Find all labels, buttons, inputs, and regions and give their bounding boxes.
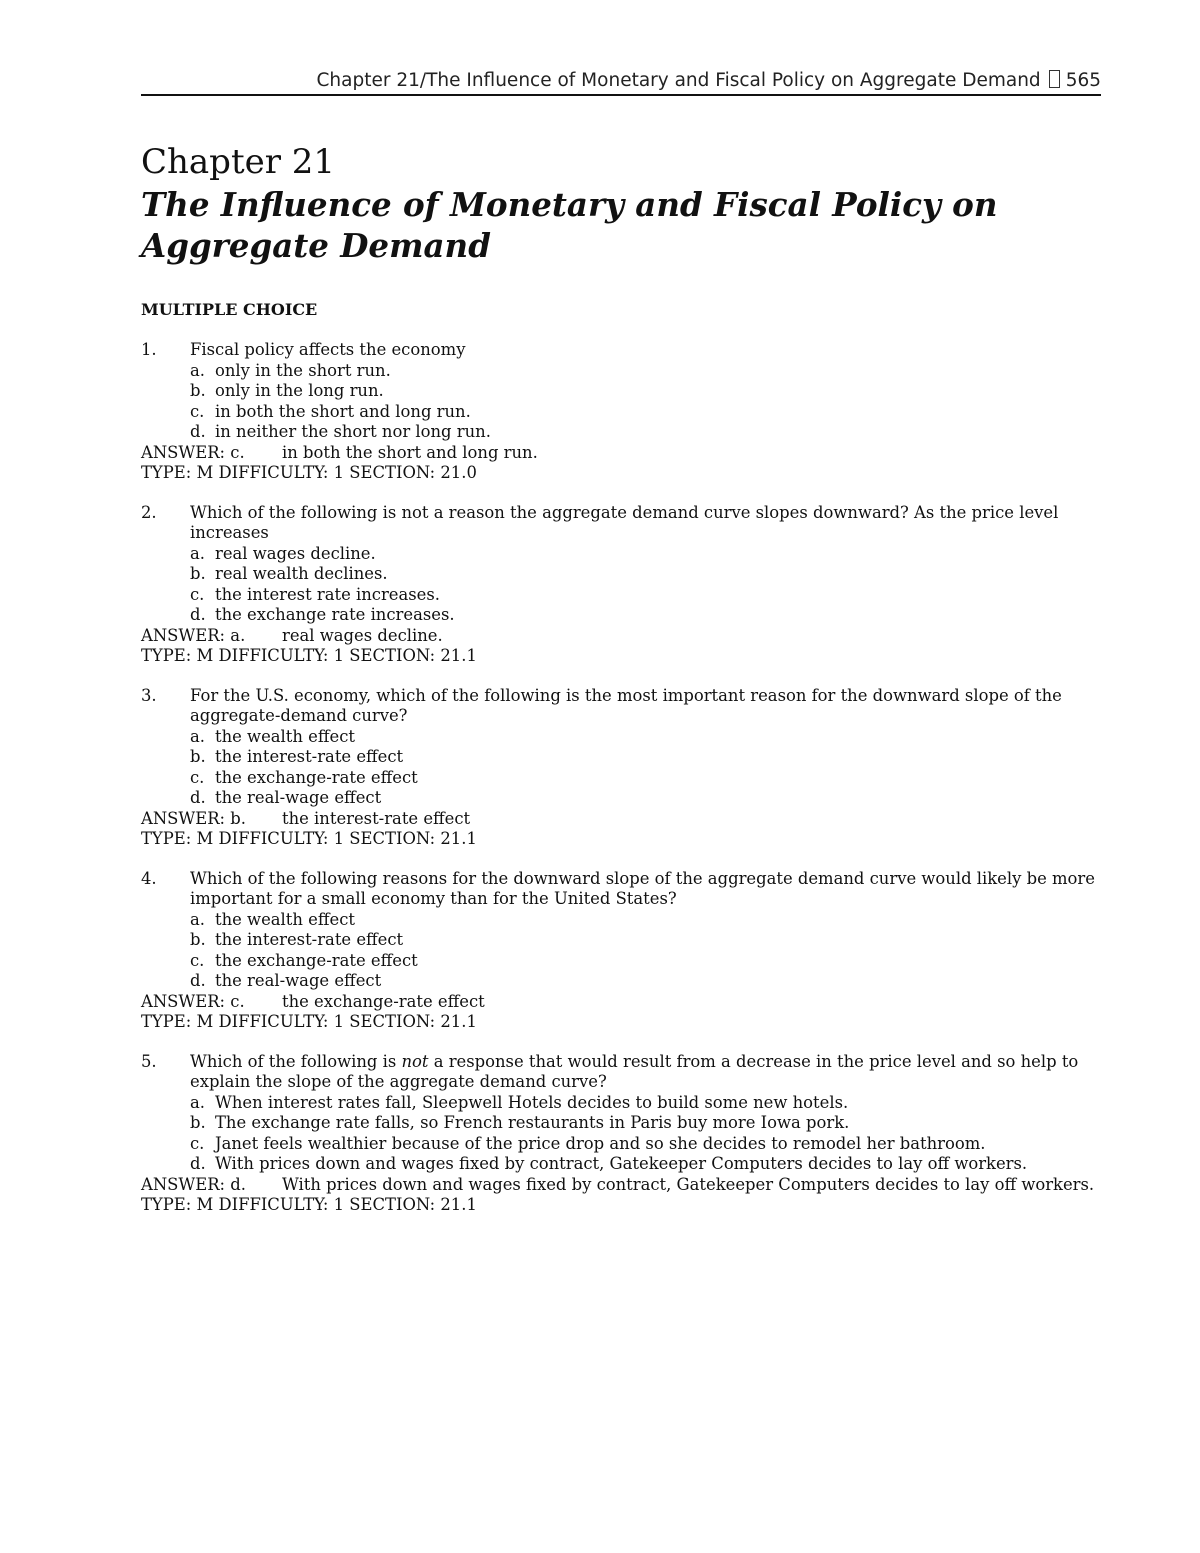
question-stem bbox=[141, 503, 1106, 544]
choice-text: the interest-rate effect bbox=[215, 930, 404, 949]
question-text-part: a response that would result from a decrease in the price level and so help to explain the slope of the aggregate demand curve? bbox=[190, 1051, 1079, 1091]
choice-text: With prices down and wages fixed by contract, Gatekeeper Computers decides to lay off workers. bbox=[215, 1154, 1028, 1173]
choice-b bbox=[141, 381, 1106, 402]
question-stem bbox=[141, 869, 1106, 910]
answer-text: in both the short and long run. bbox=[282, 442, 538, 462]
choice-letter: b. bbox=[190, 564, 206, 583]
choice-letter: b. bbox=[190, 747, 206, 766]
question-stem bbox=[141, 686, 1106, 727]
choice-text: the wealth effect bbox=[215, 726, 355, 746]
choice-letter: d. bbox=[190, 788, 206, 807]
choice-letter: b. bbox=[190, 1113, 206, 1132]
choice-text: the interest rate increases. bbox=[215, 584, 441, 604]
choice-text: real wages decline. bbox=[215, 543, 376, 563]
choice-d bbox=[141, 605, 1106, 626]
answer-text: With prices down and wages fixed by contract, Gatekeeper Computers decides to lay off workers. bbox=[282, 1174, 1095, 1194]
choice-text: the wealth effect bbox=[215, 909, 355, 929]
choice-c bbox=[141, 402, 1106, 423]
choice-b bbox=[141, 930, 1106, 951]
choice-text: the exchange-rate effect bbox=[215, 767, 418, 787]
choice-letter: d. bbox=[190, 971, 206, 990]
choice-text: When interest rates fall, Sleepwell Hotels decides to build some new hotels. bbox=[215, 1092, 849, 1112]
running-header bbox=[141, 70, 1101, 96]
choice-text: in neither the short nor long run. bbox=[215, 422, 491, 441]
question-meta: TYPE: M DIFFICULTY: 1 SECTION: 21.0 bbox=[141, 463, 477, 482]
choice-d bbox=[141, 422, 1106, 443]
question-stem bbox=[141, 340, 1106, 361]
choice-letter: d. bbox=[190, 605, 206, 624]
answer-text: the interest-rate effect bbox=[282, 808, 471, 828]
choice-b bbox=[141, 1113, 1106, 1134]
choice-letter: a. bbox=[190, 909, 205, 929]
choice-c bbox=[141, 585, 1106, 606]
answer-key: ANSWER: a. bbox=[141, 625, 246, 645]
page-number: 565 bbox=[1065, 70, 1101, 91]
choice-c bbox=[141, 951, 1106, 972]
answer-key: ANSWER: c. bbox=[141, 442, 245, 462]
question-4 bbox=[141, 869, 1106, 1033]
choice-text: in both the short and long run. bbox=[215, 401, 471, 421]
answer-text: real wages decline. bbox=[282, 625, 443, 645]
choice-letter: c. bbox=[190, 401, 205, 421]
answer-text: the exchange-rate effect bbox=[282, 991, 485, 1011]
choice-text: the exchange rate increases. bbox=[215, 605, 455, 624]
choice-text: the real-wage effect bbox=[215, 788, 382, 807]
question-5 bbox=[141, 1052, 1106, 1216]
answer-key: ANSWER: c. bbox=[141, 991, 245, 1011]
choice-c bbox=[141, 768, 1106, 789]
choice-letter: a. bbox=[190, 543, 205, 563]
question-text: Fiscal policy affects the economy bbox=[190, 340, 466, 359]
choice-a bbox=[141, 910, 1106, 931]
choice-letter: d. bbox=[190, 1154, 206, 1173]
choice-a bbox=[141, 544, 1106, 565]
question-meta: TYPE: M DIFFICULTY: 1 SECTION: 21.1 bbox=[141, 1012, 477, 1031]
chapter-title-line-1: The Influence of Monetary and Fiscal Policy on bbox=[141, 185, 998, 224]
chapter-label: Chapter 21 bbox=[141, 142, 336, 182]
choice-letter: c. bbox=[190, 767, 205, 787]
question-text: Which of the following reasons for the downward slope of the aggregate demand curve would likely be more important for a small economy than for the United States? bbox=[190, 868, 1095, 908]
chapter-title bbox=[141, 184, 1101, 266]
choice-letter: b. bbox=[190, 930, 206, 949]
choice-text: the exchange-rate effect bbox=[215, 950, 418, 970]
section-heading: MULTIPLE CHOICE bbox=[141, 300, 318, 319]
question-text: For the U.S. economy, which of the following is the most important reason for the downward slope of the aggregate-demand curve? bbox=[190, 685, 1062, 725]
choice-a bbox=[141, 1093, 1106, 1114]
choice-letter: d. bbox=[190, 422, 206, 441]
running-title: Chapter 21/The Influence of Monetary and Fiscal Policy on Aggregate Demand bbox=[316, 70, 1041, 91]
choice-letter: a. bbox=[190, 1092, 205, 1112]
choice-letter: a. bbox=[190, 360, 205, 380]
choice-b bbox=[141, 747, 1106, 768]
choice-text: the real-wage effect bbox=[215, 971, 382, 990]
choice-text: only in the long run. bbox=[215, 381, 384, 400]
question-3 bbox=[141, 686, 1106, 850]
answer-key: ANSWER: b. bbox=[141, 808, 246, 828]
choice-d bbox=[141, 788, 1106, 809]
choice-a bbox=[141, 727, 1106, 748]
choice-d bbox=[141, 1154, 1106, 1175]
answer-line bbox=[141, 626, 1106, 647]
answer-line bbox=[141, 1175, 1106, 1196]
question-stem bbox=[141, 1052, 1106, 1093]
question-meta: TYPE: M DIFFICULTY: 1 SECTION: 21.1 bbox=[141, 1195, 477, 1214]
choice-text: real wealth declines. bbox=[215, 564, 388, 583]
choice-letter: a. bbox=[190, 726, 205, 746]
choice-letter: c. bbox=[190, 950, 205, 970]
choice-text: only in the short run. bbox=[215, 360, 391, 380]
title-block bbox=[141, 142, 1101, 266]
question-text bbox=[190, 1052, 1106, 1093]
question-meta: TYPE: M DIFFICULTY: 1 SECTION: 21.1 bbox=[141, 829, 477, 848]
question-text-emphasis: not bbox=[401, 1051, 429, 1071]
question-meta: TYPE: M DIFFICULTY: 1 SECTION: 21.1 bbox=[141, 646, 477, 665]
question-text-part: Which of the following is bbox=[190, 1051, 402, 1071]
choice-b bbox=[141, 564, 1106, 585]
answer-line bbox=[141, 443, 1106, 464]
choice-a bbox=[141, 361, 1106, 382]
choice-letter: c. bbox=[190, 1133, 205, 1153]
choice-d bbox=[141, 971, 1106, 992]
choice-letter: b. bbox=[190, 381, 206, 400]
answer-line bbox=[141, 992, 1106, 1013]
choice-c bbox=[141, 1134, 1106, 1155]
choice-text: the interest-rate effect bbox=[215, 747, 404, 766]
question-text: Which of the following is not a reason the aggregate demand curve slopes downward? As the price level increases bbox=[190, 502, 1059, 542]
question-list bbox=[141, 340, 1106, 1235]
question-number: 1. bbox=[141, 340, 157, 359]
separator-box-icon bbox=[1049, 70, 1060, 88]
answer-key: ANSWER: d. bbox=[141, 1174, 246, 1194]
question-1 bbox=[141, 340, 1106, 484]
choice-text: The exchange rate falls, so French restaurants in Paris buy more Iowa pork. bbox=[215, 1113, 850, 1132]
question-number: 5. bbox=[141, 1051, 157, 1071]
choice-letter: c. bbox=[190, 584, 205, 604]
question-number: 2. bbox=[141, 502, 157, 522]
chapter-title-line-2: Aggregate Demand bbox=[141, 226, 491, 265]
answer-line bbox=[141, 809, 1106, 830]
choice-text: Janet feels wealthier because of the price drop and so she decides to remodel her bathroom. bbox=[215, 1133, 986, 1153]
question-number: 3. bbox=[141, 685, 157, 705]
question-number: 4. bbox=[141, 868, 157, 888]
question-2 bbox=[141, 503, 1106, 667]
